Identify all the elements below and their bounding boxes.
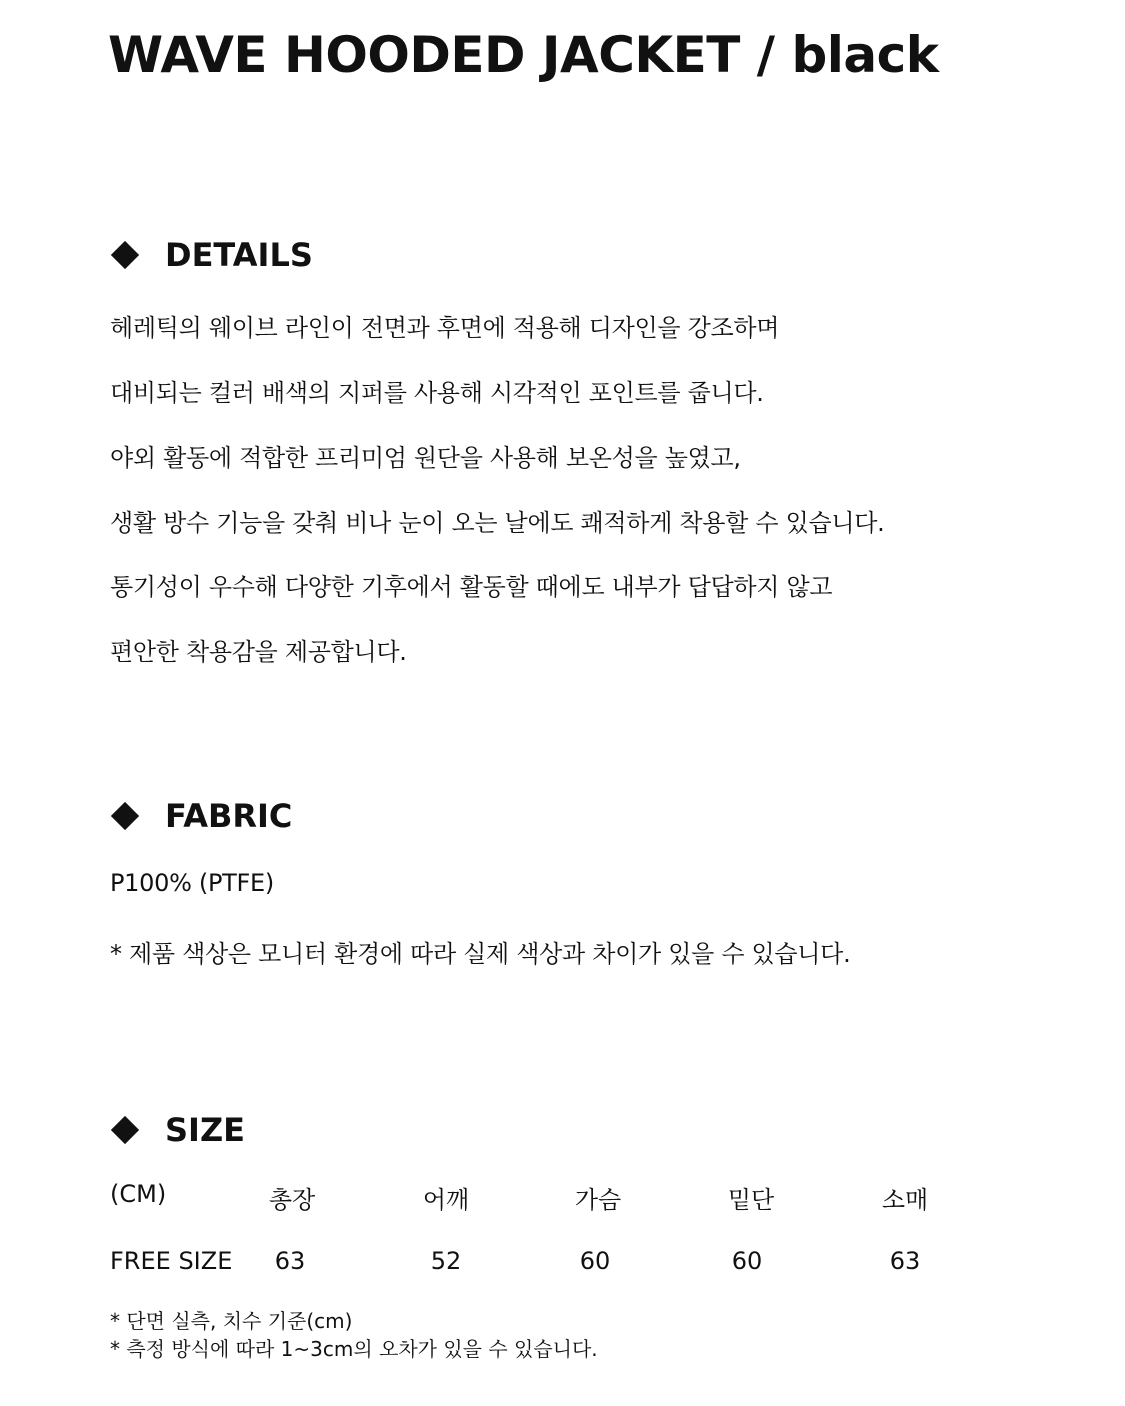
size-name: FREE SIZE xyxy=(110,1247,233,1275)
table-cell: 60 xyxy=(579,1247,611,1275)
size-heading-label: SIZE xyxy=(165,1111,246,1149)
fabric-heading xyxy=(110,797,292,835)
measurement-note: * 단면 실측, 치수 기준(cm) xyxy=(110,1309,353,1333)
product-title: WAVE HOODED JACKET / black xyxy=(108,26,939,84)
diamond-bullet-icon xyxy=(111,802,139,830)
fabric-heading-label: FABRIC xyxy=(165,797,293,835)
size-heading xyxy=(110,1111,245,1149)
diamond-bullet-icon xyxy=(111,1116,139,1144)
details-line: 야외 활동에 적합한 프리미엄 원단을 사용해 보온성을 높였고, xyxy=(110,444,741,472)
details-line: 대비되는 컬러 배색의 지퍼를 사용해 시각적인 포인트를 줍니다. xyxy=(110,379,764,407)
table-cell: 63 xyxy=(274,1247,306,1275)
unit-label: (CM) xyxy=(110,1180,167,1208)
fabric-composition: P100% (PTFE) xyxy=(110,869,274,897)
column-header: 소매 xyxy=(881,1186,929,1214)
column-header: 총장 xyxy=(268,1186,316,1214)
details-line: 통기성이 우수해 다양한 기후에서 활동할 때에도 내부가 답답하지 않고 xyxy=(110,573,833,601)
diamond-bullet-icon xyxy=(111,241,139,269)
column-header: 밑단 xyxy=(727,1186,775,1214)
details-heading-label: DETAILS xyxy=(165,236,313,274)
table-cell: 63 xyxy=(889,1247,921,1275)
details-line: 편안한 착용감을 제공합니다. xyxy=(110,638,407,666)
color-disclaimer: * 제품 색상은 모니터 환경에 따라 실제 색상과 차이가 있을 수 있습니다. xyxy=(110,940,851,968)
details-line: 헤레틱의 웨이브 라인이 전면과 후면에 적용해 디자인을 강조하며 xyxy=(110,314,780,342)
details-heading xyxy=(110,236,313,274)
table-cell: 52 xyxy=(430,1247,462,1275)
column-header: 어깨 xyxy=(422,1186,470,1214)
details-line: 생활 방수 기능을 갖춰 비나 눈이 오는 날에도 쾌적하게 착용할 수 있습니다. xyxy=(110,509,885,537)
measurement-note: * 측정 방식에 따라 1~3cm의 오차가 있을 수 있습니다. xyxy=(110,1337,598,1361)
table-cell: 60 xyxy=(731,1247,763,1275)
column-header: 가슴 xyxy=(574,1186,622,1214)
